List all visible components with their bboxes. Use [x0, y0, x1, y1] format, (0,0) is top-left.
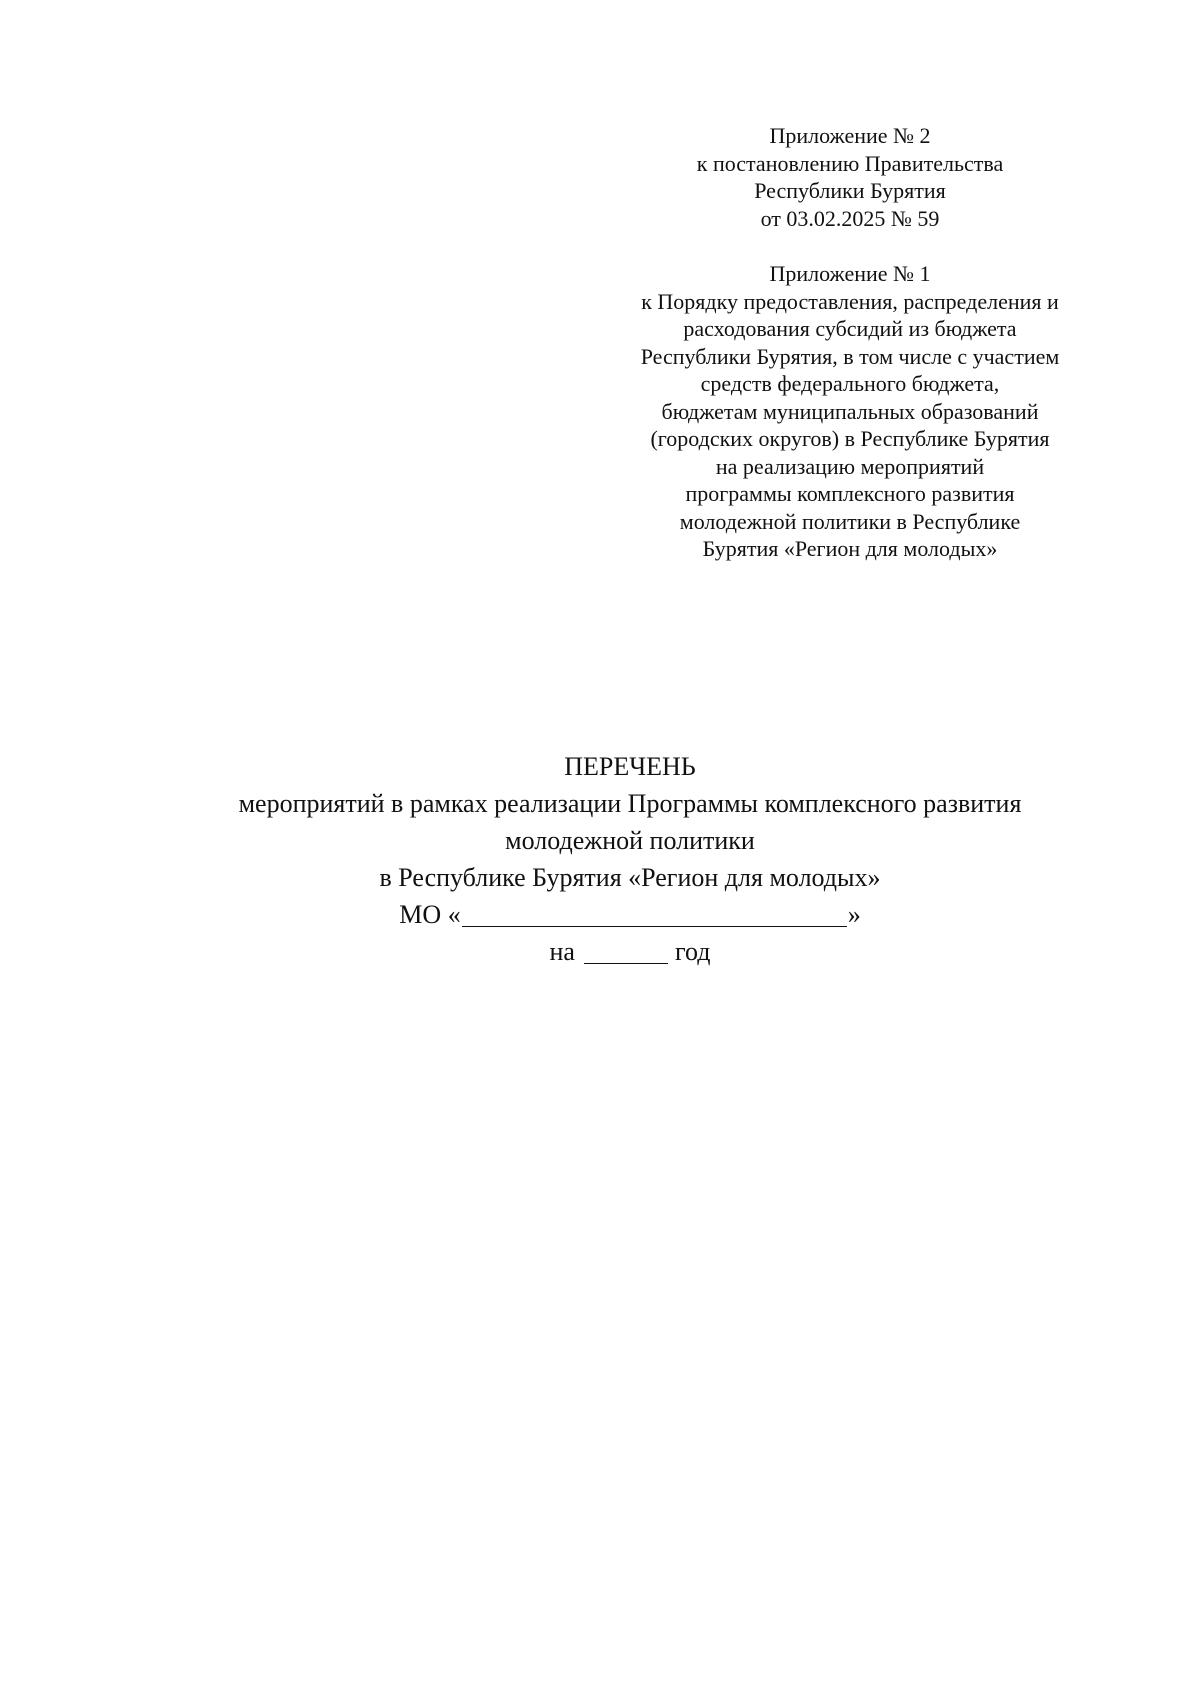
year-prefix: на	[549, 937, 575, 966]
year-blank-field[interactable]	[584, 939, 668, 964]
annex-1-header	[610, 260, 1090, 563]
annex-2-header	[610, 122, 1090, 232]
annex-2-line: к постановлению Правительства	[696, 150, 1004, 176]
annex-1-line: средств федерального бюджета,	[700, 371, 1000, 396]
municipality-blank-field[interactable]	[462, 902, 847, 927]
document-title-line: мероприятий в рамках реализации Программы комплексного развития	[238, 789, 1022, 818]
municipality-prefix: МО «	[399, 900, 461, 929]
annex-1-line: на реализацию мероприятий	[715, 453, 985, 479]
document-title-line: в Республике Бурятия «Регион для молодых»	[379, 863, 881, 892]
annex-1-line: молодежной политики в Республике	[679, 508, 1021, 534]
annex-2-line: от 03.02.2025 № 59	[760, 205, 940, 231]
year-line	[0, 933, 1200, 970]
annex-1-line: программы комплексного развития	[685, 481, 1015, 506]
annex-2-line: Республики Бурятия	[754, 178, 946, 203]
annex-1-line: Приложение № 1	[769, 261, 931, 286]
document-title-line: молодежной политики	[505, 826, 755, 855]
annex-1-line: Бурятия «Регион для молодых»	[702, 536, 998, 561]
year-suffix: год	[674, 937, 711, 966]
annex-1-line: (городских округов) в Республике Бурятия	[650, 426, 1050, 451]
annex-1-line: к Порядку предоставления, распределения и	[641, 288, 1059, 314]
annex-1-line: бюджетам муниципальных образований	[661, 398, 1039, 424]
annex-1-line: расходования субсидий из бюджета	[683, 316, 1017, 341]
document-heading: ПЕРЕЧЕНЬ	[564, 752, 696, 781]
municipality-line	[0, 896, 1200, 933]
municipality-suffix: »	[847, 900, 861, 929]
document-title-block	[0, 748, 1200, 970]
annex-2-line: Приложение № 2	[769, 123, 931, 148]
annex-1-line: Республики Бурятия, в том числе с участием	[640, 343, 1060, 369]
